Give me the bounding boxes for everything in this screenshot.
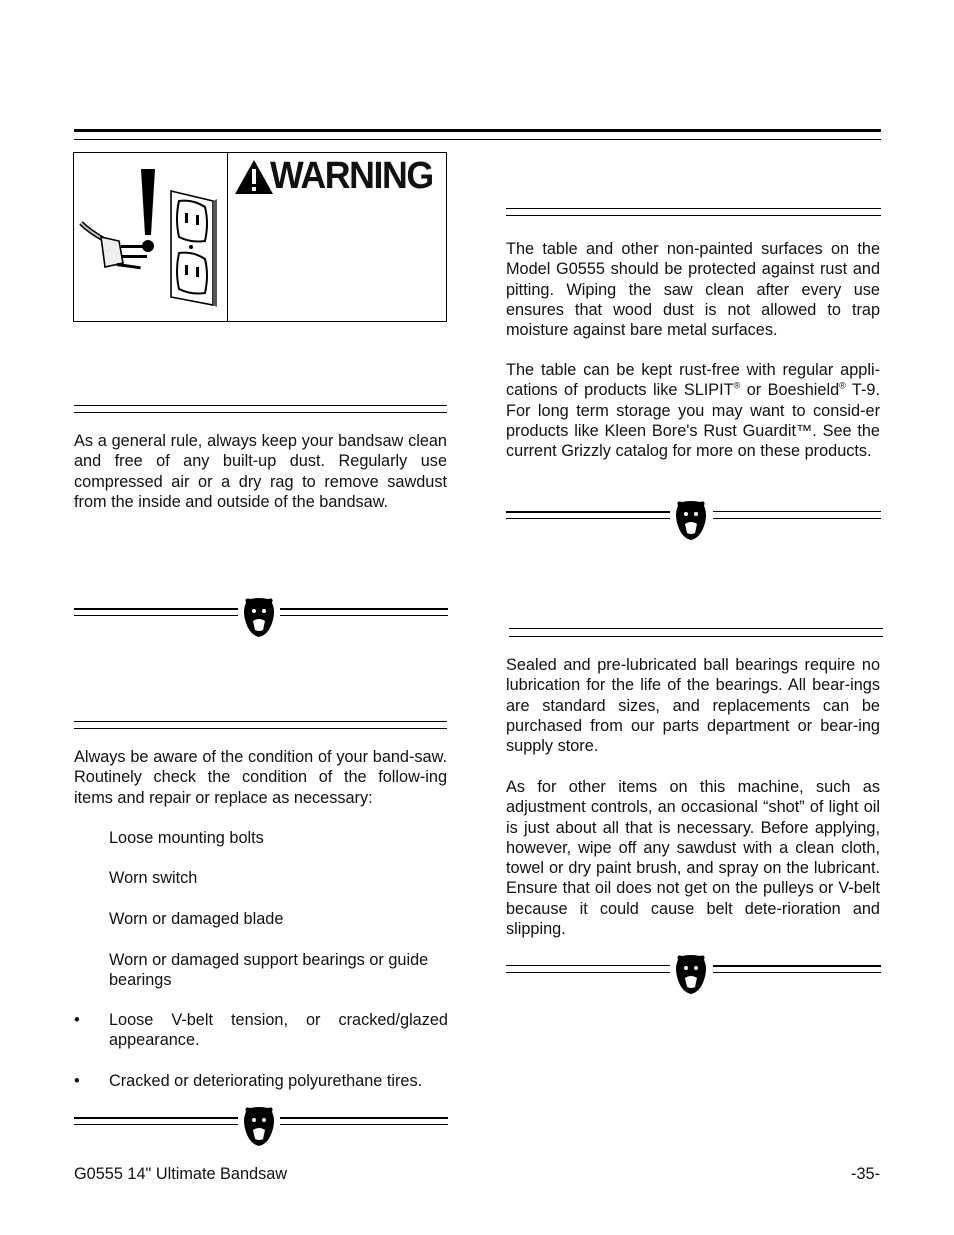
warning-box [73, 152, 447, 322]
cleaning-paragraph: As a general rule, always keep your bandsaw clean and free of any built-up dust. Regularly use compressed air or a dry rag to remove sawdust from the inside and outside of the bandsaw. [74, 432, 447, 511]
bear-divider-4 [506, 954, 881, 996]
left-section1-rule-2 [74, 412, 447, 413]
top-rule-thin [74, 139, 881, 140]
list-item-text: Loose V-belt tension, or cracked/glazed appearance. [109, 1011, 448, 1050]
inspection-intro: Always be aware of the condition of your band-saw. Routinely check the condition of the follow-ing items and repair or replace as necessary: [74, 748, 447, 807]
lubrication-paragraph-2: As for other items on this machine, such as adjustment controls, an occasional “shot” of light oil is just about all that is necessary. Before applying, however, wipe off any sawdust with a clean cloth, towel or dry paint brush, and spray on the lubricant. Ensure that oil does not get on the pulleys or V-belt because it could cause belt dete-rioration and slipping. [506, 778, 880, 939]
bear-head-icon [244, 598, 274, 637]
top-rule [74, 129, 881, 132]
list-item-text: Worn or damaged support bearings or guide bearings [109, 951, 429, 990]
warning-divider [227, 153, 228, 321]
page-number: -35- [851, 1165, 880, 1183]
list-item-text: Worn or damaged blade [109, 910, 284, 928]
electrical-plug-outlet-icon [79, 163, 221, 311]
right-section2-rule [509, 628, 883, 629]
list-item-text: Worn switch [109, 869, 198, 887]
left-section2-rule-2 [74, 728, 447, 729]
table-care-paragraph-1: The table and other non-painted surfaces on the Model G0555 should be protected against rust and pitting. Wiping the saw clean after every use ensures that wood dust is not allowed to trap moisture against bare metal surfaces. [506, 240, 880, 340]
left-section1-rule [74, 405, 447, 406]
list-item-text: Cracked or deteriorating polyurethane tires. [109, 1072, 423, 1090]
warning-triangle-icon [234, 159, 274, 195]
bear-divider-3 [506, 500, 881, 542]
left-section2-rule [74, 721, 447, 722]
bear-head-icon [676, 501, 706, 540]
warning-label [234, 155, 444, 197]
right-section1-rule-2 [506, 215, 881, 216]
list-item-text: Loose mounting bolts [109, 829, 264, 847]
bear-divider-2 [74, 1106, 448, 1148]
bear-head-icon [676, 955, 706, 994]
list-bullet: • [74, 1072, 80, 1090]
right-section2-rule-2 [509, 636, 883, 637]
table-care-paragraph-2: The table can be kept rust-free with regular appli-cations of products like SLIPIT® or Boeshield® T-9. For long term storage you may want to consid-er products like Kleen Bore's Rust Guardit™. See the current Grizzly catalog for more on these products. [506, 361, 880, 461]
bear-head-icon [244, 1107, 274, 1146]
list-bullet: • [74, 1011, 80, 1029]
warning-text: WARNING [270, 155, 433, 197]
right-section1-rule [506, 208, 881, 209]
lubrication-paragraph-1: Sealed and pre-lubricated ball bearings require no lubrication for the life of the bearings. All bear-ings are standard sizes, and replacements can be purchased from our parts department or bear-ing supply store. [506, 656, 880, 756]
footer-title: G0555 14" Ultimate Bandsaw [74, 1165, 288, 1183]
bear-divider-1 [74, 597, 448, 639]
